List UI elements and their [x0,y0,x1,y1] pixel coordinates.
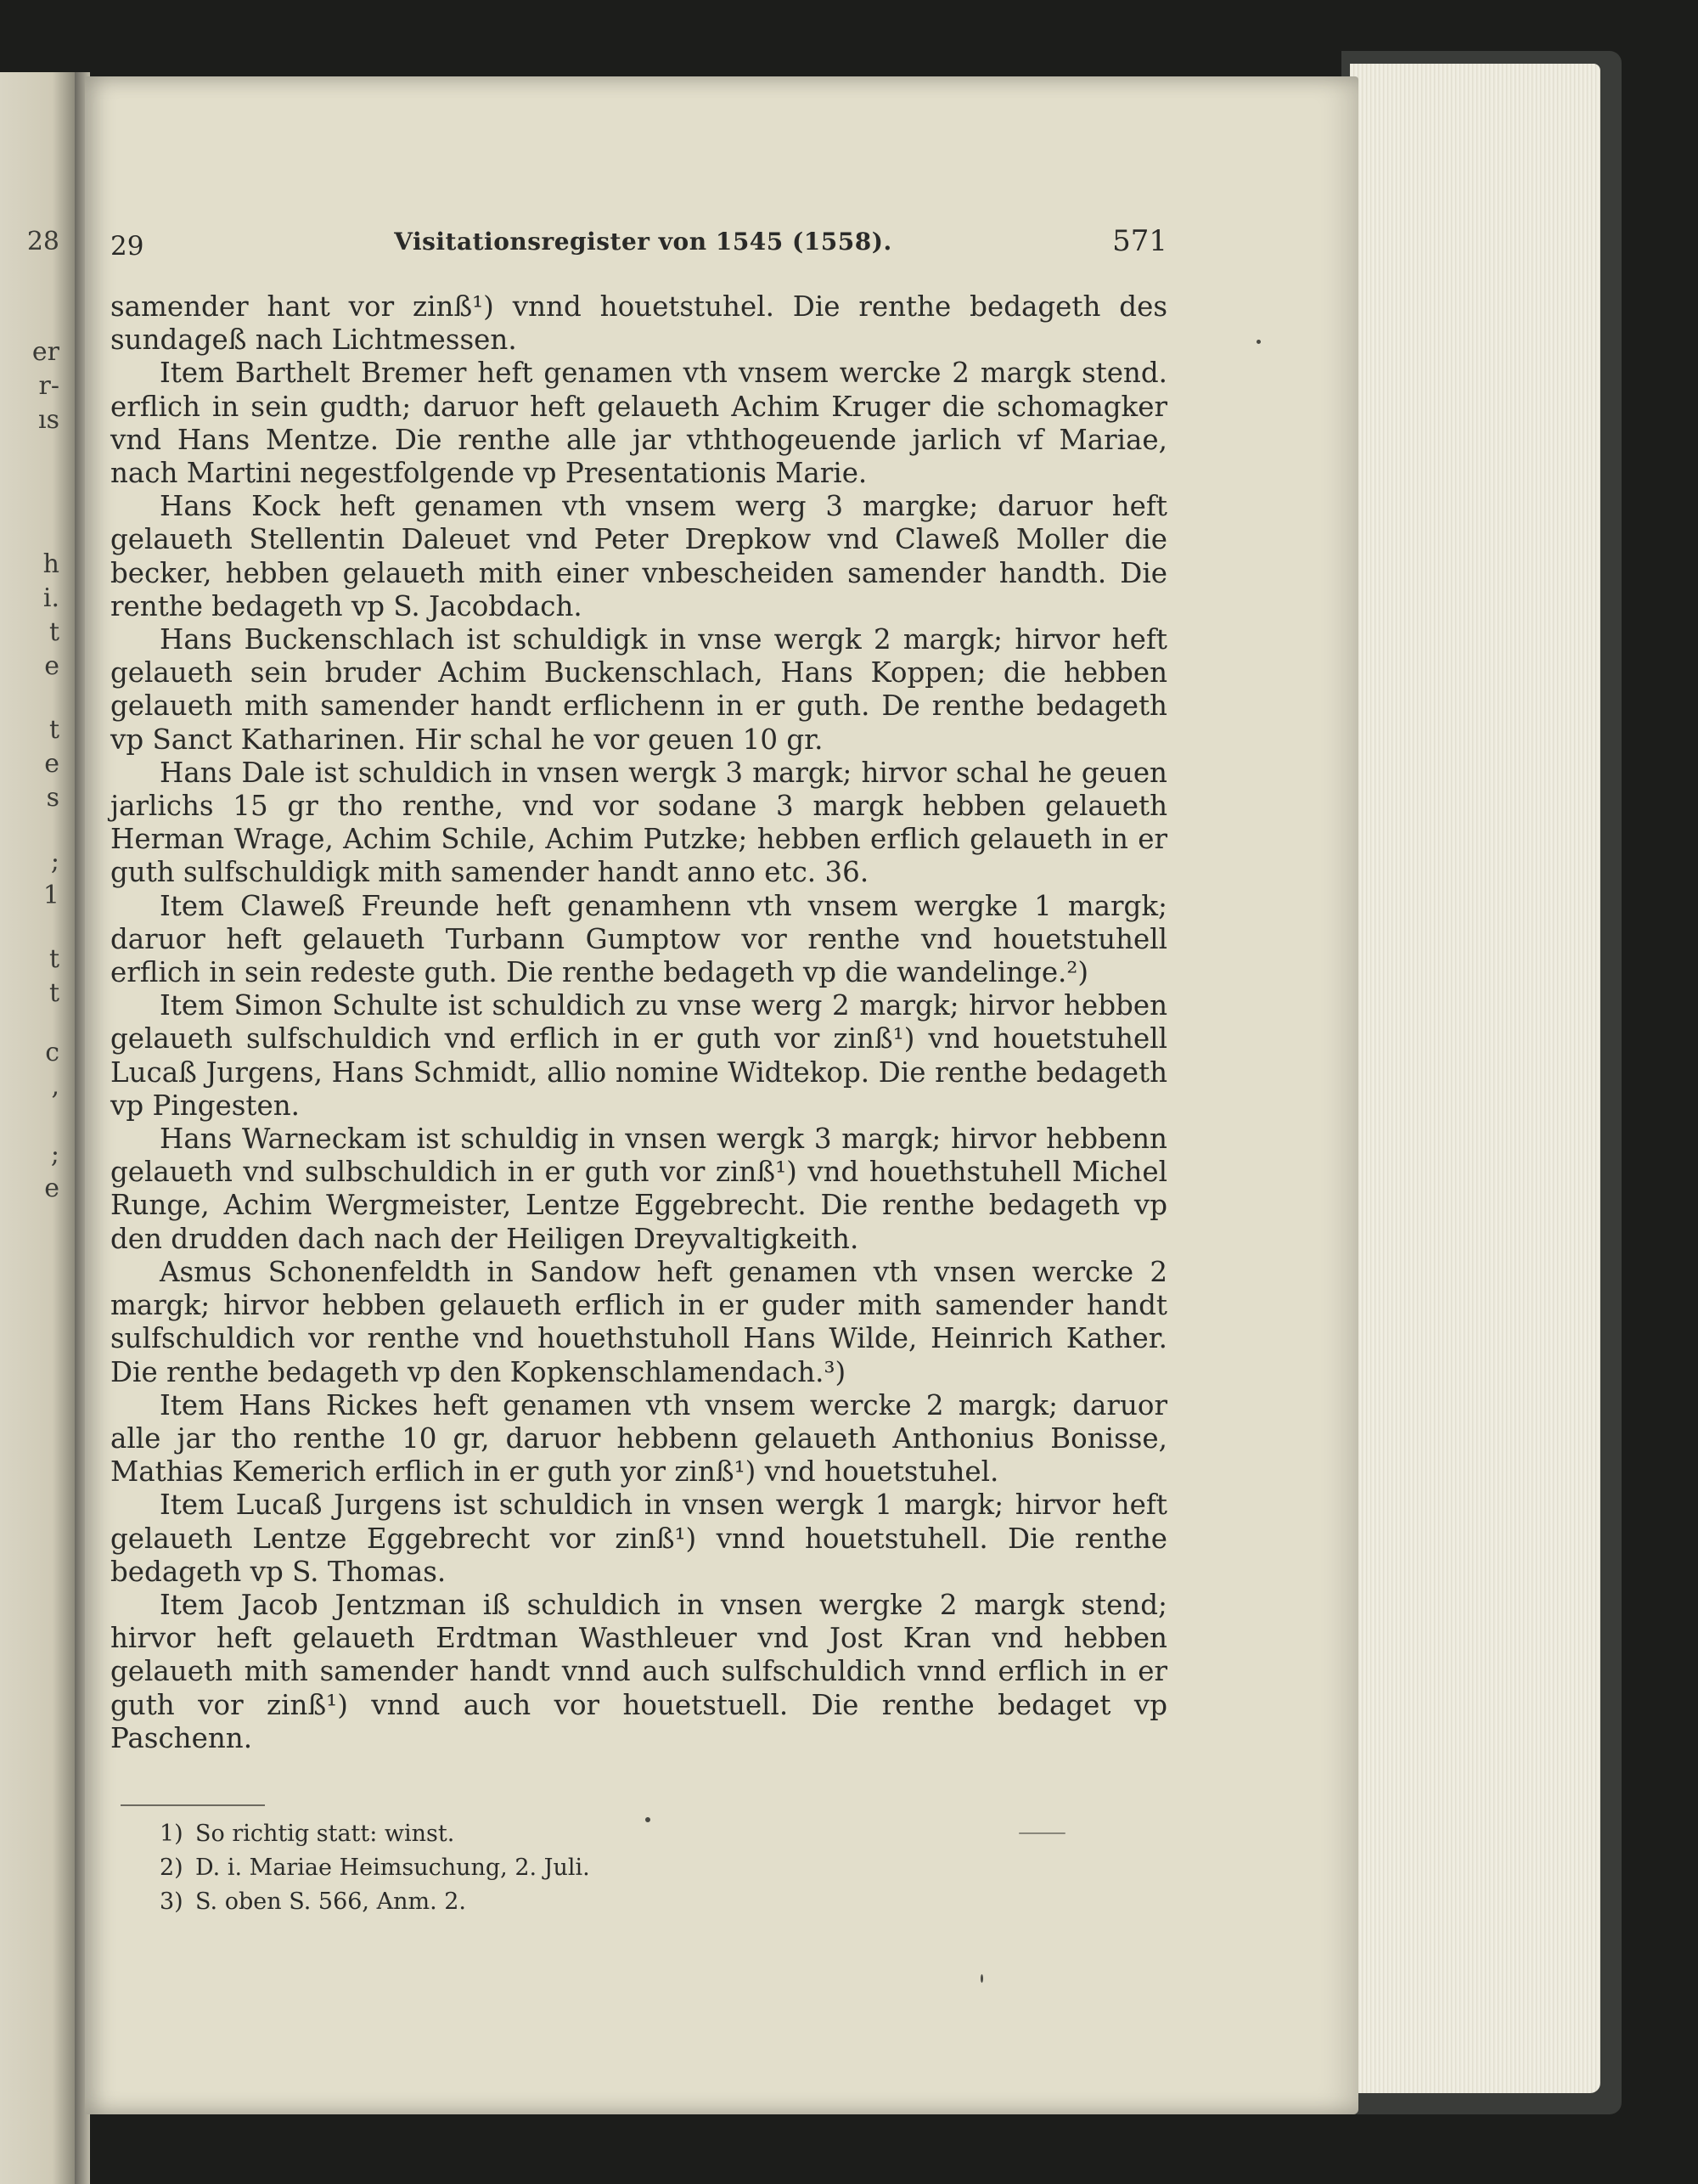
left-page-fragment [0,72,75,2184]
footnote-text: D. i. Mariae Heimsuchung, 2. Juli. [195,1855,590,1881]
left-margin-text: t [48,617,59,647]
left-margin-text: ıs [38,405,59,435]
paper-speck [981,1974,983,1983]
paragraph: Item Barthelt Bremer heft genamen vth vnsem wercke 2 margk stend. erflich in sein gudth; daruor heft gelaueth Achim Kruger die schomagker vnd Hans Mentze. Die renthe alle jar vththogeuende jarlich vf Mariae, nach Martini negestfolgende vp Presentationis Marie. [110,357,1167,490]
left-margin-text: e [44,651,59,681]
left-margin-text: h [42,549,59,579]
left-margin-text: t [48,944,59,974]
paragraph: Item Hans Rickes heft genamen vth vnsem wercke 2 margk; daruor alle jar tho renthe 10 gr, daruor hebbenn gelaueth Anthonius Bonisse, Mathias Kemerich erflich in er guth yor zinß¹) vnd houetstuhel. [110,1388,1167,1489]
left-margin-text: e [44,1174,59,1203]
left-margin-text: er [31,337,59,367]
page-header [110,222,1167,265]
footnote [160,1885,924,1919]
paragraph: Hans Kock heft genamen vth vnsem werg 3 margke; daruor heft gelaueth Stellentin Daleuet vnd Peter Drepkow vnd Claweß Moller die becker, hebben gelaueth mith einer vnbescheiden samender handth. Die renthe bedageth vp S. Jacobdach. [110,490,1167,622]
footnote-number: 1) [160,1821,183,1847]
left-margin-text: 1 [42,881,59,910]
left-margin-text: , [51,1072,59,1101]
paper-speck [645,1817,650,1822]
page-block-edge [1350,64,1600,2093]
left-margin-text: i. [42,583,59,613]
paragraph: Hans Buckenschlach ist schuldigk in vnse wergk 2 margk; hirvor heft gelaueth sein bruder Achim Buckenschlach, Hans Koppen; die hebben gelaueth mith samender handt erflichenn in er guth. De renthe bedageth vp Sanct Katharinen. Hir schal he vor geuen 10 gr. [110,623,1167,756]
paragraph: Item Lucaß Jurgens ist schuldich in vnsen wergk 1 margk; hirvor heft gelaueth Lentze Eggebrecht vor zinß¹) vnnd houetstuhell. Die renthe bedageth vp S. Thomas. [110,1489,1167,1588]
left-margin-text: c [45,1038,59,1067]
left-margin-text: ; [50,1140,59,1169]
paper-mark [1019,1832,1065,1834]
page-number: 571 [1112,224,1167,258]
left-margin-text: e [44,749,59,779]
footnote-text: So richtig statt: winst. [195,1821,455,1847]
paragraph: samender hant vor zinß¹) vnnd houetstuhel. Die renthe bedageth des sundageß nach Lichtmessen. [110,290,1167,357]
paragraph: Item Jacob Jentzman iß schuldich in vnsen wergke 2 margk stend; hirvor heft gelaueth Erdtman Wasthleuer vnd Jost Kran vnd hebben gelaueth mith samender handt vnnd auch sulfschuldich vnnd erflich in er guth vor zinß¹) vnnd auch vor houetstuell. Die renthe bedaget vp Paschenn. [110,1588,1167,1754]
paragraph: Hans Dale ist schuldich in vnsen wergk 3 margk; hirvor schal he geuen jarlichs 15 gr tho renthe, vnd vor sodane 3 margk hebben gelaueth Herman Wrage, Achim Schile, Achim Putzke; hebben erflich gelaueth in er guth sulfschuldigk mith samender handt anno etc. 36. [110,756,1167,889]
footnote [160,1817,924,1851]
running-page-number-left: 29 [110,231,144,262]
left-margin-text: s [46,783,59,813]
footnote-text: S. oben S. 566, Anm. 2. [195,1888,467,1915]
body-text [110,290,1167,1755]
footnotes [160,1817,924,1919]
footnote-rule [121,1804,265,1806]
paragraph: Hans Warneckam ist schuldig in vnsen wergk 3 margk; hirvor hebbenn gelaueth vnd sulbschuldich in er guth vor zinß¹) vnd houethstuhell Michel Runge, Achim Wergmeister, Lentze Eggebrecht. Die renthe bedageth vp den drudden dach nach der Heiligen Dreyvaltigkeith. [110,1123,1167,1255]
paper-speck [1257,340,1261,344]
paragraph: Asmus Schonenfeldth in Sandow heft genamen vth vnsen wercke 2 margk; hirvor hebben gelaueth erflich in er guder mith samender handt sulfschuldich vor renthe vnd houethstuholl Hans Wilde, Heinrich Kather. Die renthe bedageth vp den Kopkenschlamendach.³) [110,1255,1167,1388]
footnote-number: 2) [160,1855,183,1881]
paragraph: Item Claweß Freunde heft genamhenn vth vnsem wergke 1 margk; daruor heft gelaueth Turbann Gumptow vor renthe vnd houetstuhell erflich in sein redeste guth. Die renthe bedageth vp die wandelinge.²) [110,889,1167,989]
left-margin-text: r- [38,371,59,401]
paragraph: Item Simon Schulte ist schuldich zu vnse werg 2 margk; hirvor hebben gelaueth sulfschuldich vnd erflich in er guth vor zinß¹) vnd houetstuhell Lucaß Jurgens, Hans Schmidt, allio nomine Widtekop. Die renthe bedageth vp Pingesten. [110,989,1167,1122]
footnote-number: 3) [160,1888,183,1915]
left-margin-text: t [48,715,59,745]
running-title: Visitationsregister von 1545 (1558). [394,228,892,256]
left-margin-text: t [48,978,59,1008]
left-margin-text: 28 [26,227,59,256]
left-margin-text: ; [50,847,59,876]
footnote [160,1851,924,1885]
